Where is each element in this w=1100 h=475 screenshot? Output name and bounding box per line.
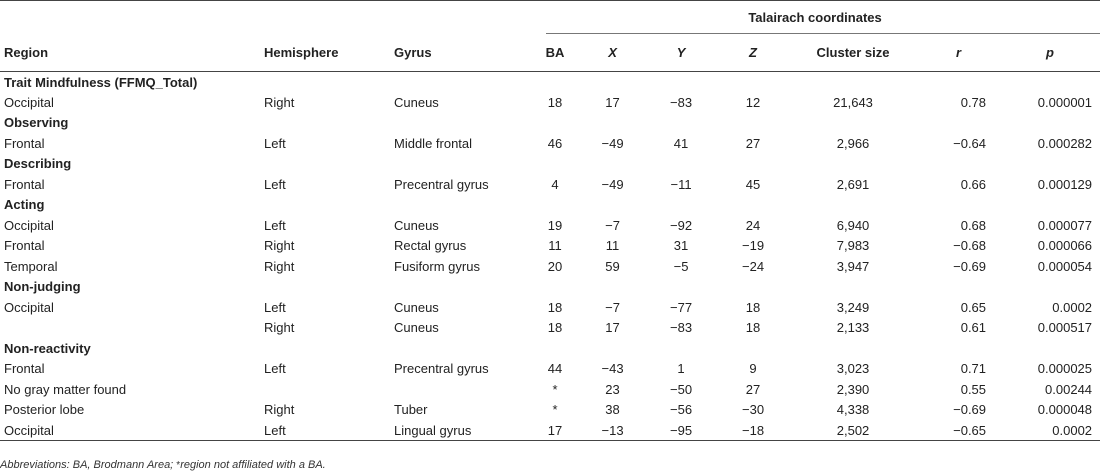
cell-cluster: 3,023 bbox=[836, 361, 870, 377]
cell-r: 0.65 bbox=[960, 299, 987, 315]
footnote bbox=[0, 459, 326, 471]
section-label: Trait Mindfulness (FFMQ_Total) bbox=[4, 74, 198, 90]
cell-hemisphere bbox=[260, 379, 390, 400]
table-row bbox=[0, 133, 1100, 154]
cell-y: −83 bbox=[670, 320, 693, 336]
cell-hemisphere: Left bbox=[264, 299, 286, 315]
section-label: Describing bbox=[4, 156, 72, 172]
cell-r: 0.66 bbox=[960, 176, 987, 192]
cell-gyrus: Cuneus bbox=[394, 217, 439, 233]
cell-ba: * bbox=[552, 402, 558, 418]
cell-p: 0.0002 bbox=[1052, 299, 1093, 315]
cell-region: Frontal bbox=[4, 361, 45, 377]
cell-region: Frontal bbox=[4, 176, 45, 192]
cell-p: 0.000129 bbox=[1037, 176, 1093, 192]
cell-region: Frontal bbox=[4, 135, 45, 151]
cell-ba: 18 bbox=[547, 94, 563, 110]
table-row bbox=[0, 379, 1100, 400]
cell-hemisphere: Right bbox=[264, 320, 295, 336]
cell-region: Occipital bbox=[4, 94, 54, 110]
cell-p: 0.000282 bbox=[1037, 135, 1093, 151]
cell-gyrus: Cuneus bbox=[394, 299, 439, 315]
cell-y: −95 bbox=[645, 420, 717, 441]
cell-x: 17 bbox=[605, 320, 620, 336]
cell-cluster: 2,502 bbox=[789, 420, 917, 441]
cell-region: Occipital bbox=[0, 420, 260, 441]
cell-z: −18 bbox=[717, 420, 789, 441]
cell-x: −49 bbox=[601, 135, 624, 151]
cell-ba: 20 bbox=[547, 258, 563, 274]
cell-cluster: 2,133 bbox=[836, 320, 870, 336]
table-row bbox=[0, 359, 1100, 380]
table-row bbox=[0, 297, 1100, 318]
cell-ba: 18 bbox=[547, 320, 563, 336]
cell-ba: 44 bbox=[547, 361, 563, 377]
cell-r: −0.65 bbox=[917, 420, 1000, 441]
cell-p: 0.000054 bbox=[1037, 258, 1093, 274]
section-row bbox=[0, 72, 1100, 93]
cell-region: Occipital bbox=[4, 299, 54, 315]
cell-x: −13 bbox=[580, 420, 645, 441]
cell-region bbox=[0, 318, 260, 339]
cell-cluster: 4,338 bbox=[836, 402, 870, 418]
cell-gyrus: Lingual gyrus bbox=[390, 420, 530, 441]
cell-r: −0.69 bbox=[953, 258, 987, 274]
cell-gyrus: Rectal gyrus bbox=[394, 238, 467, 254]
col-header-hemisphere: Hemisphere bbox=[260, 35, 390, 72]
cell-region: Occipital bbox=[4, 217, 54, 233]
cell-x: −7 bbox=[605, 299, 620, 315]
section-row bbox=[0, 338, 1100, 359]
header-group-row bbox=[0, 1, 1100, 35]
cell-z: 27 bbox=[745, 381, 761, 397]
section-label: Non-judging bbox=[4, 279, 81, 295]
cell-cluster: 21,643 bbox=[833, 94, 873, 110]
table-row bbox=[0, 236, 1100, 257]
cell-ba: * bbox=[552, 381, 558, 397]
cell-x: −43 bbox=[601, 361, 624, 377]
cell-z: 9 bbox=[749, 361, 757, 377]
cell-gyrus: Tuber bbox=[394, 402, 428, 418]
cell-r: 0.55 bbox=[960, 381, 987, 397]
cell-cluster: 6,940 bbox=[836, 217, 870, 233]
table-row bbox=[0, 215, 1100, 236]
footnote-star: * bbox=[176, 460, 181, 471]
table-row bbox=[0, 174, 1100, 195]
cell-x: 11 bbox=[605, 238, 620, 254]
cell-gyrus: Fusiform gyrus bbox=[394, 258, 480, 274]
cell-y: −83 bbox=[670, 94, 693, 110]
cell-gyrus: Cuneus bbox=[394, 94, 439, 110]
cell-cluster: 3,947 bbox=[836, 258, 870, 274]
col-header-cluster-size: Cluster size bbox=[789, 35, 917, 72]
col-header-r: r bbox=[917, 35, 1000, 72]
cell-r: −0.64 bbox=[953, 135, 987, 151]
cell-z: 12 bbox=[745, 94, 761, 110]
cell-ba: 46 bbox=[547, 135, 563, 151]
cell-p: 0.000077 bbox=[1037, 217, 1093, 233]
cell-ba: 19 bbox=[547, 217, 563, 233]
cell-hemisphere: Left bbox=[264, 135, 286, 151]
cell-p: 0.000025 bbox=[1037, 361, 1093, 377]
cell-hemisphere: Left bbox=[264, 176, 286, 192]
cell-y: −5 bbox=[673, 258, 689, 274]
header-row bbox=[0, 35, 1100, 72]
cell-region: Frontal bbox=[4, 238, 45, 254]
col-header-y: Y bbox=[645, 35, 717, 72]
col-header-x: X bbox=[580, 35, 645, 72]
cell-r: 0.68 bbox=[960, 217, 987, 233]
cell-region: Posterior lobe bbox=[4, 402, 85, 418]
cell-cluster: 7,983 bbox=[836, 238, 870, 254]
cell-cluster: 3,249 bbox=[836, 299, 870, 315]
cell-p: 0.000517 bbox=[1037, 320, 1093, 336]
footnote-text-2: region not affiliated with a BA. bbox=[180, 459, 326, 471]
cell-hemisphere: Right bbox=[264, 258, 295, 274]
cell-y: −11 bbox=[670, 176, 692, 192]
cell-z: 24 bbox=[745, 217, 761, 233]
table-row bbox=[0, 256, 1100, 277]
section-row bbox=[0, 195, 1100, 216]
cell-y: −50 bbox=[670, 381, 693, 397]
cell-y: 1 bbox=[677, 361, 685, 377]
cell-hemisphere: Left bbox=[264, 361, 286, 377]
cell-z: −19 bbox=[742, 238, 765, 254]
cell-hemisphere: Right bbox=[264, 402, 295, 418]
cell-r: 0.71 bbox=[960, 361, 987, 377]
cell-p: 0.000048 bbox=[1037, 402, 1093, 418]
cell-x: 59 bbox=[605, 258, 620, 274]
cell-cluster: 2,691 bbox=[836, 176, 870, 192]
col-header-gyrus: Gyrus bbox=[390, 35, 530, 72]
cell-z: 18 bbox=[745, 320, 761, 336]
cell-y: −56 bbox=[670, 402, 693, 418]
cell-r: −0.69 bbox=[953, 402, 987, 418]
cell-z: 27 bbox=[745, 135, 761, 151]
footnote-text: Abbreviations: BA, Brodmann Area; bbox=[0, 459, 177, 471]
table-row bbox=[0, 400, 1100, 421]
cell-y: 41 bbox=[673, 135, 689, 151]
cell-region: No gray matter found bbox=[4, 381, 127, 397]
table-body bbox=[0, 72, 1100, 441]
cell-p: 0.00244 bbox=[1045, 381, 1093, 397]
cell-hemisphere: Left bbox=[264, 217, 286, 233]
cell-p: 0.0002 bbox=[1000, 420, 1100, 441]
section-label: Acting bbox=[4, 197, 45, 213]
cell-cluster: 2,966 bbox=[836, 135, 870, 151]
cell-gyrus: Precentral gyrus bbox=[394, 361, 489, 377]
cell-x: −49 bbox=[601, 176, 624, 192]
section-label: Non-reactivity bbox=[4, 340, 91, 356]
cell-z: 18 bbox=[745, 299, 761, 315]
cell-hemisphere: Left bbox=[260, 420, 390, 441]
cell-p: 0.000066 bbox=[1037, 238, 1093, 254]
cell-gyrus: Middle frontal bbox=[394, 135, 473, 151]
cell-y: −77 bbox=[670, 299, 693, 315]
cell-x: 17 bbox=[605, 94, 620, 110]
col-header-ba: BA bbox=[530, 35, 580, 72]
table-row bbox=[0, 92, 1100, 113]
cell-gyrus: Precentral gyrus bbox=[394, 176, 489, 192]
cell-hemisphere: Right bbox=[264, 94, 295, 110]
section-label: Observing bbox=[4, 115, 69, 131]
table-row bbox=[0, 318, 1100, 339]
cell-z: −30 bbox=[742, 402, 765, 418]
cell-r: 0.61 bbox=[960, 320, 987, 336]
cell-p: 0.000001 bbox=[1037, 94, 1093, 110]
section-row bbox=[0, 277, 1100, 298]
section-row bbox=[0, 154, 1100, 175]
cell-y: 31 bbox=[673, 238, 689, 254]
cell-x: 23 bbox=[605, 381, 620, 397]
cell-cluster: 2,390 bbox=[836, 381, 870, 397]
cell-ba: 11 bbox=[548, 238, 562, 254]
cell-z: 45 bbox=[745, 176, 761, 192]
table-row bbox=[0, 420, 1100, 441]
cell-ba: 4 bbox=[551, 176, 559, 192]
cell-ba: 17 bbox=[530, 420, 580, 441]
cell-y: −92 bbox=[670, 217, 693, 233]
col-header-region: Region bbox=[0, 35, 260, 72]
cell-x: 38 bbox=[605, 402, 620, 418]
cell-region: Temporal bbox=[4, 258, 58, 274]
col-header-p: p bbox=[1000, 35, 1100, 72]
cell-z: −24 bbox=[742, 258, 765, 274]
talairach-group-header: Talairach coordinates bbox=[530, 1, 1100, 35]
cell-r: 0.78 bbox=[960, 94, 987, 110]
cell-hemisphere: Right bbox=[264, 238, 295, 254]
section-row bbox=[0, 113, 1100, 134]
cell-gyrus: Cuneus bbox=[394, 320, 439, 336]
talairach-divider bbox=[546, 33, 1100, 34]
cell-x: −7 bbox=[605, 217, 620, 233]
col-header-z: Z bbox=[717, 35, 789, 72]
cell-r: −0.68 bbox=[953, 238, 987, 254]
cell-gyrus bbox=[390, 379, 530, 400]
cell-ba: 18 bbox=[547, 299, 563, 315]
